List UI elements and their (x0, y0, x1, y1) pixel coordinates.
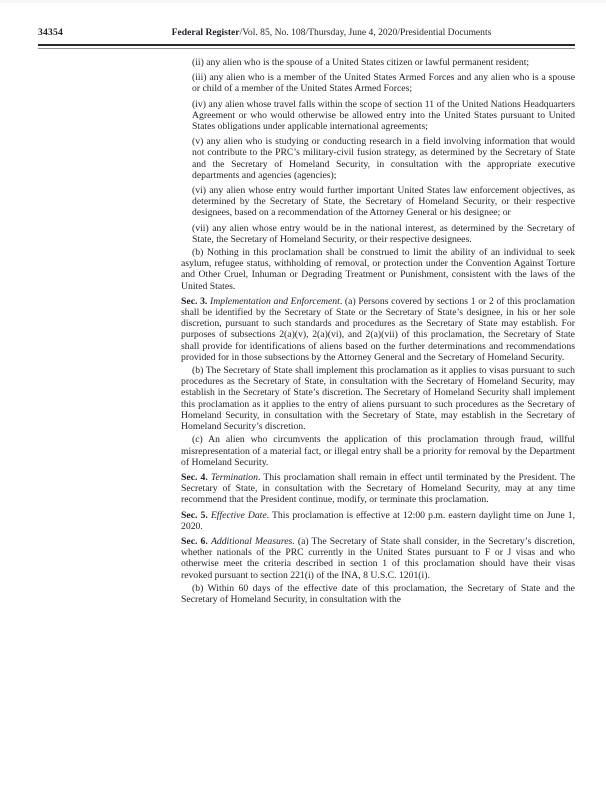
text-segment: . (a) The Secretary of State shall consider, in the Secretary’s discretion, whether nationals of the PRC currently in the United States pursuant to F or J visas and who otherwise meet the criteria described in section 1 of this proclamation should have their visas revoked pursuant to section 221(i) of the INA, 8 U.S.C. 1201(i). (181, 535, 575, 581)
text-segment: Termination (210, 471, 258, 483)
paragraph (181, 365, 575, 432)
text-segment: Additional Measures (210, 535, 293, 547)
paragraph (181, 296, 575, 363)
text-segment: Sec. 6. (181, 535, 208, 547)
text-segment: Effective Date (210, 509, 267, 521)
text-segment: Implementation and Enforcement (210, 295, 340, 307)
text-segment: (b) Within 60 days of the effective date of this proclamation, the Secretary of State and the Secretary of Homeland Security, in consultation with the (181, 582, 575, 605)
paragraph (181, 583, 575, 605)
document-body (181, 53, 575, 605)
text-segment: Sec. 5. (181, 509, 208, 521)
paragraph (192, 72, 575, 94)
header-rule (38, 44, 575, 49)
text-segment: . This proclamation is effective at 12:00 p.m. eastern daylight time on June 1, 2020. (181, 509, 575, 532)
page-header (38, 27, 575, 41)
paragraph (192, 57, 575, 68)
text-segment: (b) The Secretary of State shall implement this proclamation as it applies to visas pursuant to such procedures as the Secretary of State, in consultation with the Secretary of Homeland Security, may establish in the Secretary of State’s discretion. The Secretary of Homeland Security shall implement this proclamation as it applies to the entry of aliens pursuant to such procedures as the Secretary of Homeland Security, in consultation with the Secretary of State, may establish in the Secretary of Homeland Security’s discretion. (181, 365, 575, 433)
paragraph (181, 247, 575, 292)
text-segment: Sec. 3. (181, 295, 208, 307)
paragraph (181, 510, 575, 532)
paragraph (192, 136, 575, 181)
text-segment: . This proclamation shall remain in effect until terminated by the President. The Secretary of State, in consultation with the Secretary of Homeland Security, may at any time recommend that the President continue, modify, or terminate this proclamation. (181, 471, 575, 506)
page-top-edge (0, 0, 606, 3)
paragraph (181, 536, 575, 581)
paragraph (192, 185, 575, 219)
journal-name: Federal Register (171, 27, 240, 38)
text-segment: . (a) Persons covered by sections 1 or 2 of this proclamation shall be identified by the Secretary of State or the Secretary of State’s designee, in his or her sole discretion, pursuant to such standards and procedures as the Secretary of State may establish. For purposes of subsections 2(a)(v), 2(a)(vi), and 2(a)(vii) of this proclamation, the Secretary of State shall provide for identifications of aliens based on the further determinations and recommendations provided for in those subsections by the Attorney General and the Secretary of Homeland Security. (181, 295, 575, 363)
paragraph (181, 434, 575, 468)
text-segment: Sec. 4. (181, 471, 208, 483)
header-title (88, 27, 575, 39)
text-segment: (vii) any alien whose entry would be in the national interest, as determined by the Secretary of State, the Secretary of Homeland Security, or their respective designees. (192, 222, 575, 245)
text-segment: (vi) any alien whose entry would further important United States law enforcement objectives, as determined by the Secretary of State, the Secretary of Homeland Security, or their respective designees, based on a recommendation of the Attorney General or his designee; or (192, 185, 575, 219)
header-meta: /Vol. 85, No. 108/Thursday, June 4, 2020/Presidential Documents (239, 27, 492, 38)
paragraph (181, 472, 575, 506)
text-segment: (v) any alien who is studying or conducting research in a field involving information that would not contribute to the PRC’s military-civil fusion strategy, as determined by the Secretary of State and the Secretary of Homeland Security, in consultation with the appropriate executive departments and agencies (agencies); (192, 136, 575, 181)
text-segment: (ii) any alien who is the spouse of a United States citizen or lawful permanent resident; (192, 57, 530, 68)
text-segment: (iii) any alien who is a member of the United States Armed Forces and any alien who is a spouse or child of a member of the United States Armed Forces; (192, 72, 575, 95)
paragraph (192, 99, 575, 133)
text-segment: (c) An alien who circumvents the application of this proclamation through fraud, willful misrepresentation of a material fact, or illegal entry shall be a priority for removal by the Department of Homeland Security. (181, 434, 575, 468)
text-segment: (iv) any alien whose travel falls within the scope of section 11 of the United Nations Headquarters Agreement or who would otherwise be allowed entry into the United States pursuant to United States obligations under applicable international agreements; (192, 98, 575, 133)
text-segment: (b) Nothing in this proclamation shall be construed to limit the ability of an individual to seek asylum, refugee status, withholding of removal, or protection under the Convention Against Torture and Other Cruel, Inhuman or Degrading Treatment or Punishment, consistent with the laws of the United States. (181, 247, 575, 292)
paragraph (192, 223, 575, 245)
page-number: 34354 (38, 27, 63, 38)
